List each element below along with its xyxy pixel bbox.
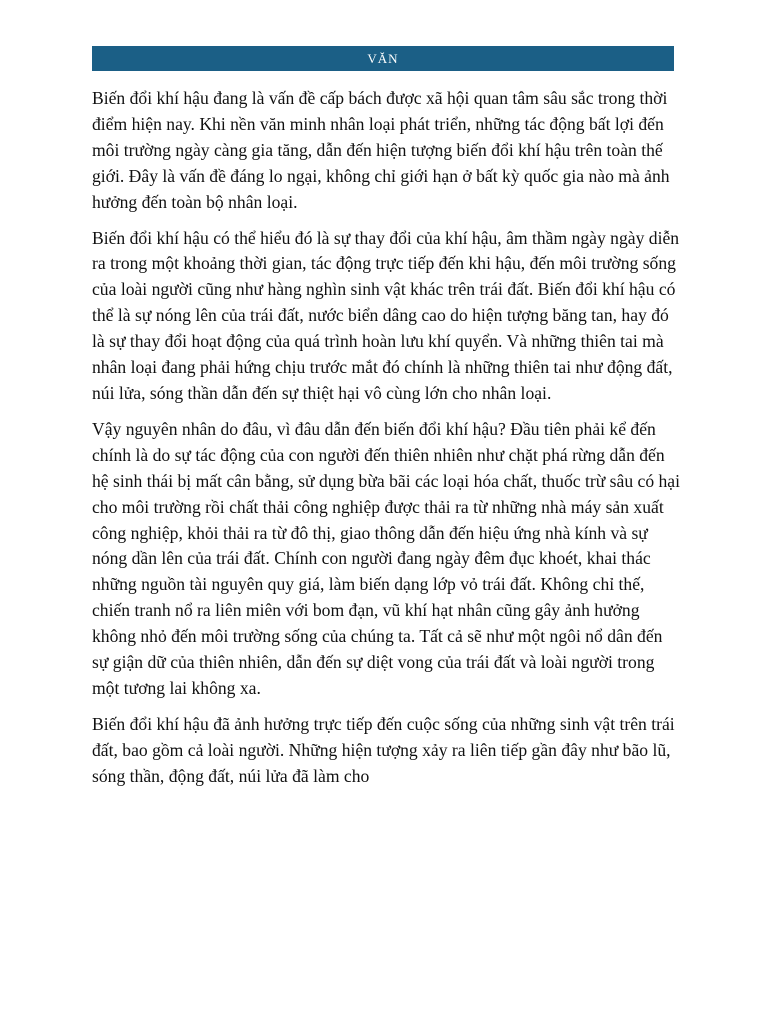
paragraph-3: Vậy nguyên nhân do đâu, vì đâu dẫn đến biến đổi khí hậu? Đầu tiên phải kể đến chính là do sự tác động của con người đến thiên nhiên như chặt phá rừng dẫn đến hệ sinh thái bị mất cân bằng, sử dụng bừa bãi các loại hóa chất, thuốc trừ sâu có hại cho môi trường rồi chất thải công nghiệp được thải ra từ những nhà máy sản xuất công nghiệp, khỏi thải ra từ đô thị, giao thông dẫn đến hiệu ứng nhà kính và sự nóng dần lên của trái đất. Chính con người đang ngày đêm đục khoét, khai thác những nguồn tài nguyên quy giá, làm biến dạng lớp vỏ trái đất. Không chỉ thế, chiến tranh nổ ra liên miên với bom đạn, vũ khí hạt nhân cũng gây ảnh hưởng không nhỏ đến môi trường sống của chúng ta. Tất cả sẽ như một ngôi nổ dân đến sự giận dữ của thiên nhiên, dẫn đến sự diệt vong của trái đất và loài người trong một tương lai không xa. xyxy=(92,418,681,698)
paragraph-4: Biến đổi khí hậu đã ảnh hưởng trực tiếp đến cuộc sống của những sinh vật trên trái đất, bao gồm cả loài người. Những hiện tượng xảy ra liên tiếp gần đây như bão lũ, sóng thần, động đất, núi lửa đã làm cho xyxy=(92,713,675,786)
paragraph-2: Biến đổi khí hậu có thể hiểu đó là sự thay đổi của khí hậu, âm thầm ngày ngày diễn ra trong một khoảng thời gian, tác động trực tiếp đến khi hậu, đến môi trường sống của loài người cũng như hàng nghìn sinh vật khác trên trái đất. Biến đổi khí hậu có thể là sự nóng lên của trái đất, nước biển dâng cao do hiện tượng băng tan, hay đó là sự thay đổi hoạt động của quá trình hoàn lưu khí quyển. Và những thiên tai mà nhân loại đang phải hứng chịu trước mắt đó chính là những thiên tai như động đất, núi lửa, sóng thần dẫn đến sự thiệt hại vô cùng lớn cho nhân loại. xyxy=(92,227,680,403)
section-header-bar xyxy=(92,46,674,71)
document-body xyxy=(92,86,680,800)
section-title: VĂN xyxy=(367,51,399,66)
paragraph-1: Biến đổi khí hậu đang là vấn đề cấp bách được xã hội quan tâm sâu sắc trong thời điểm hiện nay. Khi nền văn minh nhân loại phát triển, những tác động bất lợi đến môi trường ngày càng gia tăng, dẫn đến hiện tượng biến đổi khí hậu trên toàn thế giới. Đây là vấn đề đáng lo ngại, không chỉ giới hạn ở bất kỳ quốc gia nào mà ảnh hưởng đến toàn bộ nhân loại. xyxy=(92,88,670,212)
